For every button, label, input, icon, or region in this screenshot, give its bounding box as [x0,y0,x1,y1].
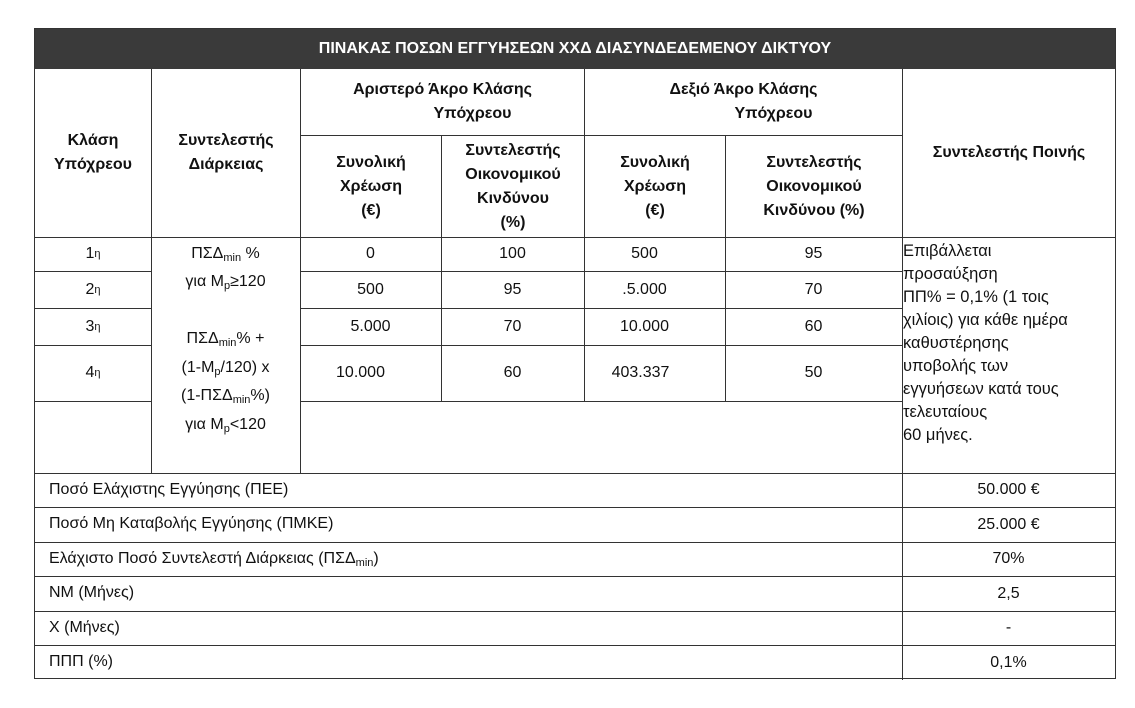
header-left-risk [441,135,584,237]
summary-label-text [49,550,379,569]
row-right-total-cell [584,271,725,308]
header-left-group-line1: Αριστερό Άκρο Κλάσης [353,81,532,98]
header-right-total [584,135,725,237]
row-right-total: .5.000 [622,280,667,298]
summary-label [35,645,902,680]
summary-label-main: Ελάχιστο Ποσό Συντελεστή Διάρκειας (ΠΣΔ [49,549,356,567]
header-right-risk-line: Οικονομικού [766,177,862,195]
duration-formula-b2: $(1-M_p/120)$ x [181,358,270,378]
header-penalty-label: Συντελεστής Ποινής [932,144,1086,161]
row-left-risk-cell [441,345,584,401]
row-class-suffix: η [94,320,101,333]
header-duration [151,69,300,237]
summary-value-cell [902,645,1115,680]
header-left-risk-line: Συντελεστής [465,141,561,159]
row-right-risk-cell [725,237,902,271]
duration-formula-b3: $(1-\Pi\Sigma\Delta_{min}\%)$ [181,387,270,406]
header-right-total-line: Χρέωση [623,177,687,195]
row-left-total: 10.000 [336,364,385,381]
row-right-risk: 50 [804,364,823,381]
header-class [35,69,151,237]
row-left-total-cell [300,308,441,345]
row-class: 1 [85,245,95,262]
row-right-total: 500 [631,245,658,262]
header-class-line2: Υπόχρεου [54,156,132,173]
row-left-total: 500 [357,280,384,298]
penalty-line: 60 μήνες. [903,426,973,444]
row-right-total-cell [584,345,725,401]
summary-label [35,507,902,542]
summary-value: 2,5 [997,584,1020,602]
row-right-risk: 60 [804,317,823,335]
summary-label-main: ΝΜ (Μήνες) [49,584,135,601]
header-right-group [584,69,902,135]
summary-value: 25.000 € [977,515,1040,533]
penalty-line: Επιβάλλεται [903,242,992,260]
penalty-line: υποβολής των [903,357,1009,375]
header-left-group-line2: Υπόχρεου [433,105,512,122]
table-title: ΠΙΝΑΚΑΣ ΠΟΣΩΝ ΕΓΓΥΗΣΕΩΝ ΧΧΔ ΔΙΑΣΥΝΔΕΔΕΜΕΝΟΥ ΔΙΚΤΥΟΥ [35,29,1115,69]
duration-formula-a2: για $M_p\ge 120$ [185,273,266,292]
row-class-suffix: η [94,367,101,379]
row-left-risk: 70 [503,317,522,335]
header-right-risk-line: Συντελεστής [766,153,862,171]
row-right-total: 10.000 [620,317,669,335]
row-right-risk: 70 [804,280,823,298]
row-left-risk: 60 [503,364,522,381]
penalty-line: εγγυήσεων κατά τους [903,380,1059,398]
row-class-cell [35,345,151,401]
penalty-text [903,240,1115,473]
row-class: 4 [85,364,95,381]
summary-value: 70% [992,550,1025,567]
header-left-risk-line: Κινδύνου [477,189,549,207]
row-class-cell [35,271,151,308]
row-left-risk-cell [441,271,584,308]
penalty-line: καθυστέρησης [903,334,1009,352]
row-right-risk-cell [725,271,902,308]
header-left-total-line: (€) [361,201,381,219]
summary-value-cell [902,542,1115,576]
summary-value: - [1005,619,1012,636]
header-duration-line1: Συντελεστής [178,132,274,149]
header-duration-line2: Διάρκειας [188,156,264,173]
summary-label-text [49,619,120,638]
row-right-total: 403.337 [611,364,670,381]
row-class: 2 [85,280,95,298]
row-left-risk: 100 [499,245,526,262]
row-right-total-cell [584,237,725,271]
header-left-total-line: Συνολική [336,153,406,171]
summary-label-main: Ποσό Ελάχιστης Εγγύησης (ΠΕΕ) [49,480,289,498]
summary-label-end: ) [373,549,379,567]
duration-formula-b4: για $M_p<120$ [185,415,266,435]
header-right-total-line: Συνολική [620,153,690,171]
summary-label-text [49,584,134,603]
row-right-risk-cell [725,308,902,345]
header-left-risk-line: Οικονομικού [465,165,561,183]
summary-value-cell [902,507,1115,542]
guarantee-table [34,28,1116,679]
duration-formula-b1: $\Pi\Sigma\Delta_{min}\%$ + [186,330,265,349]
header-left-total-line: Χρέωση [339,177,403,195]
duration-formula-a1: $\Pi\Sigma\Delta_{min}$ % [191,245,260,264]
header-right-total-line: (€) [645,201,665,219]
header-left-group [300,69,584,135]
row-class: 3 [85,317,95,335]
summary-value: 0,1% [990,653,1027,671]
summary-label [35,576,902,611]
summary-label [35,473,902,507]
summary-label-main: Ποσό Μη Καταβολής Εγγύησης (ΠΜΚΕ) [49,515,334,532]
header-right-group-line2: Υπόχρεου [734,105,813,122]
penalty-line: ΠΠ% = 0,1% (1 τοις [903,288,1049,306]
summary-label [35,611,902,645]
header-left-total [300,135,441,237]
duration-coefficient-cell [151,237,300,473]
row-class-cell [35,308,151,345]
row-left-risk-cell [441,237,584,271]
penalty-line: χιλίοις) για κάθε ημέρα [903,311,1068,329]
row-class-suffix: η [94,248,101,260]
summary-label-main: ΠΠΠ (%) [49,653,113,670]
summary-label-text [49,515,333,534]
header-class-line1: Κλάση [67,132,119,149]
summary-label-text [49,481,288,500]
header-left-risk-line: (%) [500,213,526,231]
header-right-risk [725,135,902,237]
header-right-risk-line: Κινδύνου (%) [763,201,865,219]
row-left-total-cell [300,237,441,271]
summary-value-cell [902,611,1115,645]
header-penalty [902,69,1115,237]
summary-label [35,542,902,576]
header-right-group-line1: Δεξιό Άκρο Κλάσης [669,81,818,98]
summary-label-sub: min [355,556,374,569]
row-left-risk-cell [441,308,584,345]
row-right-total-cell [584,308,725,345]
row-left-total: 0 [366,245,375,262]
penalty-line: προσαύξηση [903,265,998,283]
penalty-line: τελευταίους [903,403,988,421]
row-left-total-cell [300,345,441,401]
row-left-total: 5.000 [350,317,391,335]
row-left-risk: 95 [503,280,522,298]
row-right-risk-cell [725,345,902,401]
row-left-total-cell [300,271,441,308]
summary-value: 50.000 € [977,481,1040,498]
row-class-cell [35,237,151,271]
row-right-risk: 95 [804,245,823,262]
summary-label-text [49,653,113,672]
summary-value-cell [902,473,1115,507]
row-class-suffix: η [94,283,101,296]
summary-label-main: Χ (Μήνες) [49,618,120,636]
summary-value-cell [902,576,1115,611]
